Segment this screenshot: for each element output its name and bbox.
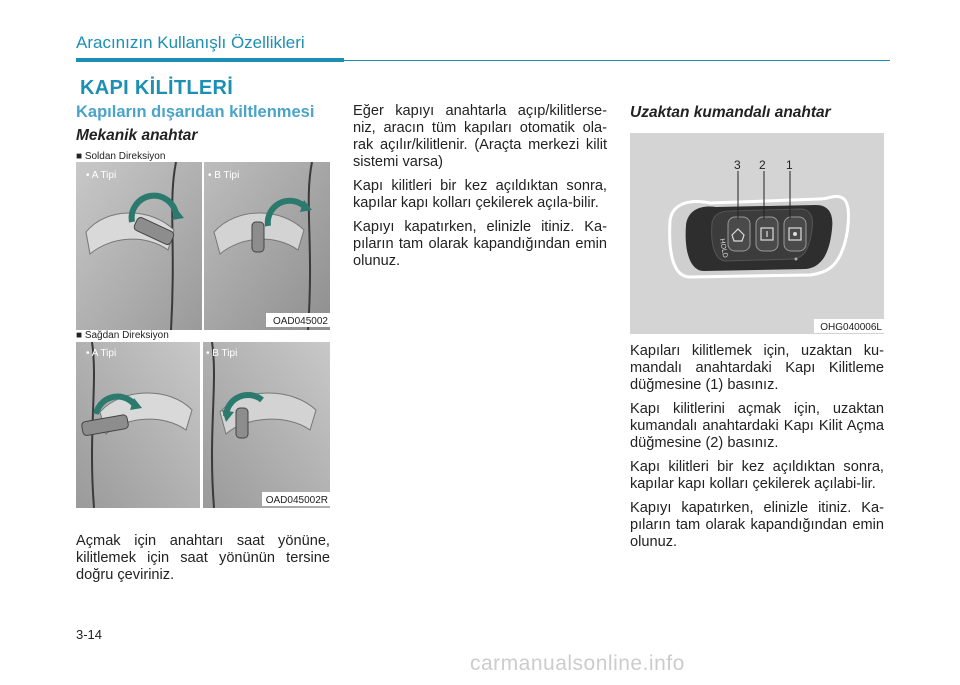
figure-top-group-label: ■ Soldan Direksiyon [76,151,166,162]
running-header-title: Aracınızın Kullanışlı Özellikleri [76,33,305,52]
subsection-title: Kapıların dışarıdan kiltlenmesi [76,103,315,121]
header-rule [344,60,890,62]
right-paragraph-4: Kapıyı kapatırken, elinizle itiniz. Ka-pıların tam olarak kapandığından emin olunuz. [630,500,884,550]
right-paragraph-3: Kapı kilitleri bir kez açıldıktan sonra, kapılar kapı kolları çekilerek açılabi-lir. [630,459,884,492]
callout-3: 3 [734,158,741,172]
mechanical-key-heading: Mekanik anahtar [76,127,198,144]
panel-a-label: • A Tipi [86,348,117,359]
mechanical-key-rhd-figure [76,342,330,508]
watermark-text: carmanualsonline.info [470,652,685,675]
remote-key-heading: Uzaktan kumandalı anahtar [630,104,831,121]
right-paragraph-1: Kapıları kilitlemek için, uzaktan ku-mandalı anahtardaki Kapı Kilitleme düğmesine (1) basınız. [630,343,884,393]
middle-paragraph-1: Eğer kapıyı anahtarla açıp/kilitlerse-niz, aracın tüm kapıları otomatik ola-rak açılır/kilitlenir. (Araçta merkezi kilit sistemi varsa) [353,103,607,170]
header-rule-accent [76,58,344,62]
panel-b-label: • B Tipi [208,170,240,181]
figure-bottom-code: OAD045002R [265,495,328,506]
panel-b-label: • B Tipi [206,348,238,359]
panel-a-label: • A Tipi [86,170,117,181]
remote-hold-label: HOLD [718,238,729,259]
mechanical-key-paragraph: Açmak için anahtarı saat yönüne, kilitlemek için saat yönünün tersine doğru çeviriniz. [76,533,330,583]
callout-1: 1 [786,158,793,172]
right-column-text [630,343,884,558]
middle-column-text [353,103,607,277]
figure-bottom-group-label: ■ Sağdan Direksiyon [76,330,169,341]
page-number: 3-14 [76,627,103,642]
middle-paragraph-3: Kapıyı kapatırken, elinizle itiniz. Ka-pıların tam olarak kapandığından emin olunuz. [353,219,607,269]
section-title: KAPI KİLİTLERİ [80,77,234,99]
mechanical-key-lhd-figure [76,162,330,330]
figure-top-code: OAD045002 [272,316,328,327]
callout-2: 2 [759,158,766,172]
remote-key-figure [630,133,884,334]
middle-paragraph-2: Kapı kilitleri bir kez açıldıktan sonra, kapılar kapı kolları çekilerek açıla-bilir. [353,178,607,211]
right-paragraph-2: Kapı kilitlerini açmak için, uzaktan kumandalı anahtardaki Kapı Kilit Açma düğmesine (2) basınız. [630,401,884,451]
remote-figure-code: OHG040006L [820,322,882,333]
